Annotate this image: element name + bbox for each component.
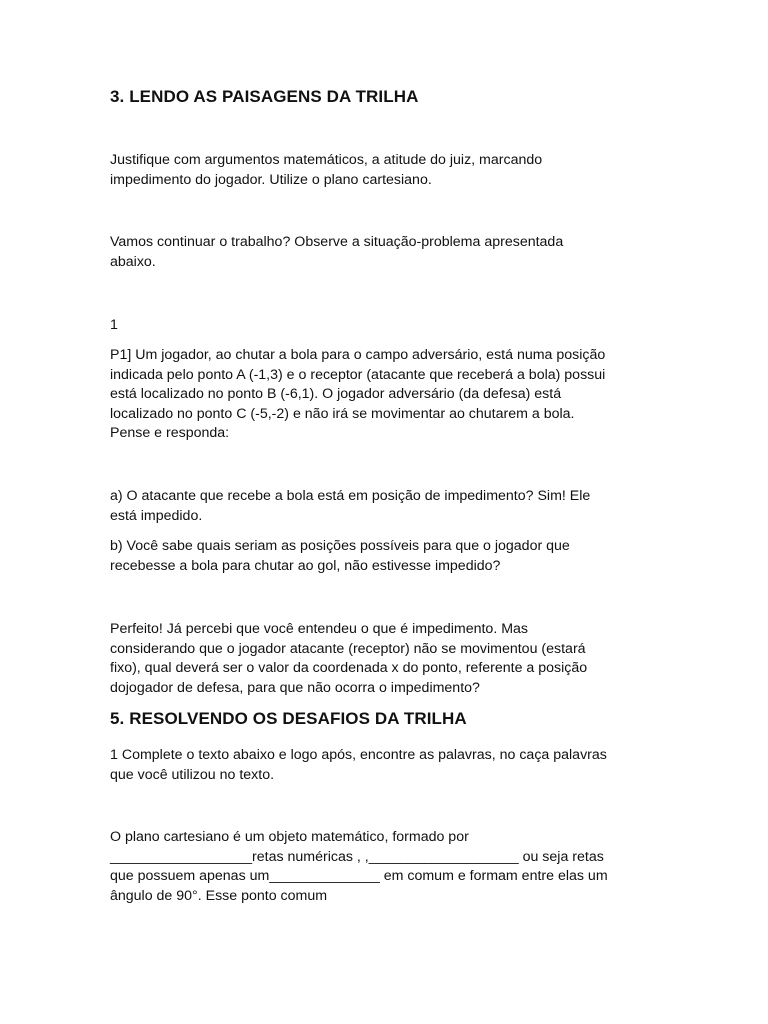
text-line: 1 Complete o texto abaixo e logo após, encontre as palavras, no caça palavras	[110, 747, 607, 763]
question-b-paragraph	[110, 537, 670, 576]
text-line: Justifique com argumentos matemáticos, a atitude do juiz, marcando	[110, 152, 543, 168]
text-line: que você utilizou no texto.	[110, 766, 275, 783]
text-line: b) Você sabe quais seriam as posições possíveis para que o jogador que	[110, 538, 570, 554]
text-line: localizado no ponto C (-5,-2) e não irá se movimentar ao chutarem a bola.	[110, 405, 575, 422]
text-line: considerando que o jogador atacante (receptor) não se movimentou (estará	[110, 640, 586, 657]
perfect-paragraph	[110, 620, 670, 698]
text-line: Pense e responda:	[110, 425, 230, 442]
section-3-heading: 3. LENDO AS PAISAGENS DA TRILHA	[110, 87, 419, 106]
text-line: 1	[110, 317, 118, 333]
fill-in-paragraph	[110, 828, 670, 906]
text-line: P1] Um jogador, ao chutar a bola para o campo adversário, está numa posição	[110, 347, 606, 363]
question-a-paragraph	[110, 487, 670, 526]
text-line: fixo), qual deverá ser o valor da coordenada x do ponto, referente a posição	[110, 660, 588, 677]
problem-number	[110, 316, 670, 336]
continue-paragraph	[110, 233, 670, 272]
text-line: O plano cartesiano é um objeto matemático, formado por	[110, 829, 469, 845]
text-line: está impedido.	[110, 507, 203, 524]
text-line: ângulo de 90°. Esse ponto comum	[110, 887, 328, 904]
text-line: está localizado no ponto B (-6,1). O jogador adversário (da defesa) está	[110, 386, 562, 403]
text-line: recebesse a bola para chutar ao gol, não estivesse impedido?	[110, 557, 501, 574]
text-line: indicada pelo ponto A (-1,3) e o receptor (atacante que receberá a bola) possui	[110, 366, 606, 383]
text-line: abaixo.	[110, 253, 156, 270]
text-line: impedimento do jogador. Utilize o plano cartesiano.	[110, 171, 432, 188]
problem-paragraph	[110, 346, 670, 444]
text-line: __________________retas numéricas , ,___________________ ou seja retas	[110, 848, 604, 865]
text-line: Perfeito! Já percebi que você entendeu o que é impedimento. Mas	[110, 621, 529, 637]
complete-instruction-paragraph	[110, 746, 670, 785]
text-line: dojogador de defesa, para que não ocorra o impedimento?	[110, 679, 480, 696]
text-line: Vamos continuar o trabalho? Observe a situação-problema apresentada	[110, 234, 564, 250]
justify-paragraph	[110, 151, 670, 190]
text-line: a) O atacante que recebe a bola está em posição de impedimento? Sim! Ele	[110, 488, 591, 504]
section-5-heading: 5. RESOLVENDO OS DESAFIOS DA TRILHA	[110, 709, 467, 728]
text-line: que possuem apenas um______________ em comum e formam entre elas um	[110, 868, 608, 885]
